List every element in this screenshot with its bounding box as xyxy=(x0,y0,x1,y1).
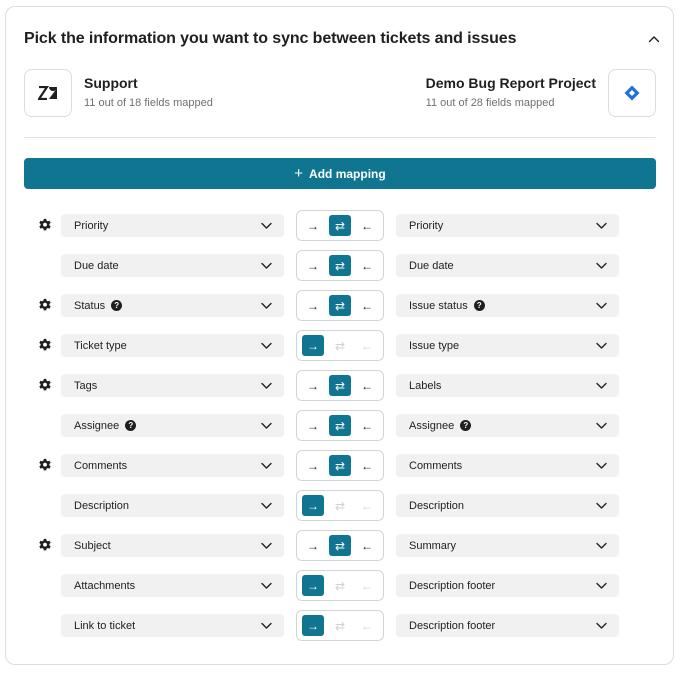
right-field-select-assignee[interactable] xyxy=(396,414,619,437)
arrow-right-icon[interactable]: → xyxy=(302,615,324,636)
chevron-down-icon xyxy=(261,461,272,469)
chevron-down-icon xyxy=(596,221,607,229)
arrow-right-icon[interactable]: → xyxy=(307,418,319,433)
left-field-select-tags[interactable] xyxy=(61,374,284,397)
left-field-label: Description xyxy=(74,499,130,512)
chevron-down-icon xyxy=(596,261,607,269)
left-field-label: Assignee xyxy=(74,419,120,432)
mapping-list xyxy=(24,214,656,654)
left-app-fields-mapped: 11 out of 18 fields mapped xyxy=(84,97,213,109)
bidirectional-arrows-icon[interactable]: ⇄ xyxy=(334,338,346,353)
arrow-left-icon[interactable]: ← xyxy=(361,578,373,593)
bidirectional-arrows-icon[interactable]: ⇄ xyxy=(334,578,346,593)
left-field-label: Attachments xyxy=(74,579,136,592)
gear-icon[interactable] xyxy=(38,218,52,232)
right-field-select-description-footer[interactable] xyxy=(396,574,619,597)
mapping-row xyxy=(24,614,656,654)
bidirectional-arrows-icon[interactable]: ⇄ xyxy=(329,375,351,396)
bidirectional-arrows-icon[interactable]: ⇄ xyxy=(334,498,346,513)
bidirectional-arrows-icon[interactable]: ⇄ xyxy=(329,295,351,316)
right-field-select-description[interactable] xyxy=(396,494,619,517)
chevron-down-icon xyxy=(261,581,272,589)
card-header xyxy=(24,27,664,51)
chevron-down-icon xyxy=(261,621,272,629)
right-field-label: Issue type xyxy=(409,339,460,352)
right-field-label: Description footer xyxy=(409,619,496,632)
left-field-select-comments[interactable] xyxy=(61,454,284,477)
arrow-left-icon[interactable]: ← xyxy=(361,378,373,393)
right-field-label: Description xyxy=(409,499,465,512)
arrow-right-icon[interactable]: → xyxy=(302,575,324,596)
mapping-row xyxy=(24,214,656,254)
mapping-row xyxy=(24,294,656,334)
arrow-right-icon[interactable]: → xyxy=(302,495,324,516)
bidirectional-arrows-icon[interactable]: ⇄ xyxy=(329,415,351,436)
right-field-label: Summary xyxy=(409,539,457,552)
mapping-row xyxy=(24,454,656,494)
arrow-right-icon[interactable]: → xyxy=(307,218,319,233)
arrow-left-icon[interactable]: ← xyxy=(361,218,373,233)
help-icon[interactable]: ? xyxy=(474,300,485,311)
right-field-label: Description footer xyxy=(409,579,496,592)
chevron-down-icon xyxy=(261,501,272,509)
left-field-label: Link to ticket xyxy=(74,619,136,632)
right-field-select-labels[interactable] xyxy=(396,374,619,397)
gear-icon[interactable] xyxy=(38,458,52,472)
right-field-label: Assignee xyxy=(409,419,455,432)
arrow-right-icon[interactable]: → xyxy=(307,298,319,313)
help-icon[interactable]: ? xyxy=(125,420,136,431)
chevron-down-icon xyxy=(596,581,607,589)
left-app-name: Support xyxy=(84,75,138,91)
bidirectional-arrows-icon[interactable]: ⇄ xyxy=(329,455,351,476)
gear-icon[interactable] xyxy=(38,538,52,552)
right-field-select-issue-status[interactable] xyxy=(396,294,619,317)
chevron-down-icon xyxy=(596,541,607,549)
sync-direction-toggle xyxy=(296,210,384,241)
chevron-down-icon xyxy=(261,341,272,349)
zendesk-logo xyxy=(24,69,72,117)
right-field-label: Due date xyxy=(409,259,454,272)
right-field-select-due-date[interactable] xyxy=(396,254,619,277)
mapping-row xyxy=(24,414,656,454)
left-field-select-status[interactable] xyxy=(61,294,284,317)
right-field-select-description-footer[interactable] xyxy=(396,614,619,637)
collapse-button[interactable] xyxy=(644,29,664,49)
chevron-down-icon xyxy=(596,461,607,469)
card-title: Pick the information you want to sync between tickets and issues xyxy=(24,30,517,47)
left-field-label: Comments xyxy=(74,459,128,472)
help-icon[interactable]: ? xyxy=(460,420,471,431)
left-field-label: Subject xyxy=(74,539,111,552)
chevron-down-icon xyxy=(596,381,607,389)
mapping-row xyxy=(24,374,656,414)
arrow-left-icon[interactable]: ← xyxy=(361,538,373,553)
sync-direction-toggle xyxy=(296,530,384,561)
left-field-label: Priority xyxy=(74,219,109,232)
chevron-down-icon xyxy=(596,341,607,349)
right-field-select-priority[interactable] xyxy=(396,214,619,237)
right-app-name: Demo Bug Report Project xyxy=(425,75,596,91)
chevron-up-icon xyxy=(648,35,660,43)
arrow-left-icon[interactable]: ← xyxy=(361,298,373,313)
arrow-left-icon[interactable]: ← xyxy=(361,258,373,273)
arrow-left-icon[interactable]: ← xyxy=(361,458,373,473)
arrow-right-icon[interactable]: → xyxy=(307,538,319,553)
left-field-select-assignee[interactable] xyxy=(61,414,284,437)
sync-direction-toggle xyxy=(296,330,384,361)
left-field-label: Tags xyxy=(74,379,98,392)
chevron-down-icon xyxy=(596,501,607,509)
sync-direction-toggle xyxy=(296,290,384,321)
sync-direction-toggle xyxy=(296,450,384,481)
mapping-row xyxy=(24,334,656,374)
sync-settings-card xyxy=(5,6,674,665)
mapping-row xyxy=(24,254,656,294)
arrow-left-icon[interactable]: ← xyxy=(361,498,373,513)
left-field-select-due-date[interactable] xyxy=(61,254,284,277)
right-app-fields-mapped: 11 out of 28 fields mapped xyxy=(425,97,555,109)
chevron-down-icon xyxy=(596,421,607,429)
left-field-select-subject[interactable] xyxy=(61,534,284,557)
jira-logo xyxy=(608,69,656,117)
right-app xyxy=(426,69,656,117)
arrow-left-icon[interactable]: ← xyxy=(361,338,373,353)
chevron-down-icon xyxy=(261,301,272,309)
arrow-left-icon[interactable]: ← xyxy=(361,618,373,633)
sync-direction-toggle xyxy=(296,250,384,281)
chevron-down-icon xyxy=(261,421,272,429)
left-app xyxy=(24,69,213,117)
sync-direction-toggle xyxy=(296,570,384,601)
chevron-down-icon xyxy=(261,541,272,549)
left-field-select-ticket-type[interactable] xyxy=(61,334,284,357)
plus-icon: + xyxy=(294,165,304,182)
left-field-select-link-to-ticket[interactable] xyxy=(61,614,284,637)
arrow-right-icon[interactable]: → xyxy=(307,258,319,273)
right-field-label: Priority xyxy=(409,219,444,232)
chevron-down-icon xyxy=(261,261,272,269)
arrow-right-icon[interactable]: → xyxy=(307,458,319,473)
right-field-select-comments[interactable] xyxy=(396,454,619,477)
chevron-down-icon xyxy=(596,621,607,629)
left-field-label: Due date xyxy=(74,259,119,272)
chevron-down-icon xyxy=(596,301,607,309)
bidirectional-arrows-icon[interactable]: ⇄ xyxy=(329,215,351,236)
gear-icon[interactable] xyxy=(38,338,52,352)
gear-icon[interactable] xyxy=(38,298,52,312)
chevron-down-icon xyxy=(261,221,272,229)
sync-direction-toggle xyxy=(296,610,384,641)
sync-direction-toggle xyxy=(296,410,384,441)
bidirectional-arrows-icon[interactable]: ⇄ xyxy=(329,255,351,276)
bidirectional-arrows-icon[interactable]: ⇄ xyxy=(334,618,346,633)
right-field-select-summary[interactable] xyxy=(396,534,619,557)
divider xyxy=(24,137,656,138)
right-field-label: Comments xyxy=(409,459,463,472)
add-mapping-button[interactable] xyxy=(24,158,656,189)
right-field-label: Issue status xyxy=(409,299,468,312)
add-mapping-label: Add mapping xyxy=(309,166,386,181)
left-field-select-priority[interactable] xyxy=(61,214,284,237)
left-field-select-attachments[interactable] xyxy=(61,574,284,597)
sync-direction-toggle xyxy=(296,370,384,401)
mapping-row xyxy=(24,534,656,574)
left-field-select-description[interactable] xyxy=(61,494,284,517)
right-field-label: Labels xyxy=(409,379,442,392)
left-field-label: Ticket type xyxy=(74,339,127,352)
sync-direction-toggle xyxy=(296,490,384,521)
bidirectional-arrows-icon[interactable]: ⇄ xyxy=(329,535,351,556)
left-field-label: Status xyxy=(74,299,106,312)
gear-icon[interactable] xyxy=(38,378,52,392)
chevron-down-icon xyxy=(261,381,272,389)
arrow-right-icon[interactable]: → xyxy=(302,335,324,356)
arrow-right-icon[interactable]: → xyxy=(307,378,319,393)
app-pair xyxy=(24,69,656,119)
mapping-row xyxy=(24,574,656,614)
arrow-left-icon[interactable]: ← xyxy=(361,418,373,433)
right-field-select-issue-type[interactable] xyxy=(396,334,619,357)
help-icon[interactable]: ? xyxy=(111,300,122,311)
mapping-row xyxy=(24,494,656,534)
